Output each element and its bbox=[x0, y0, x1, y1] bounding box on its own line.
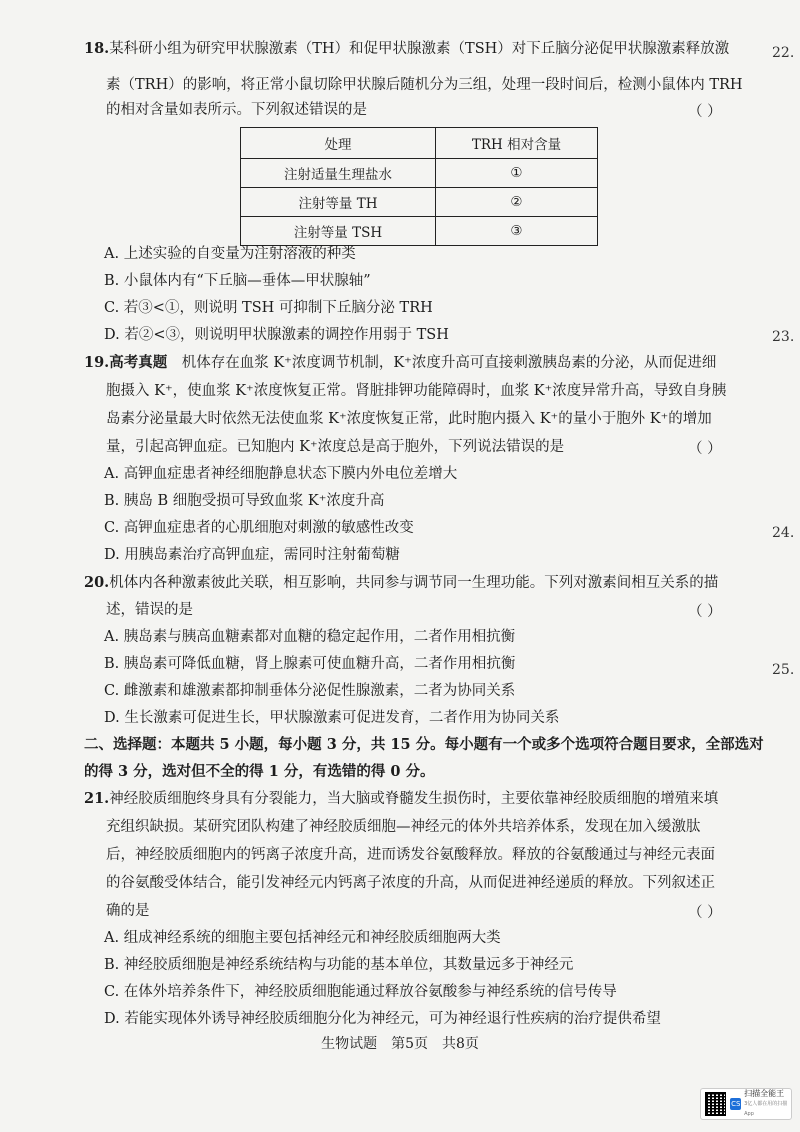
section-2-heading-line-1: 二、选择题：本题共 5 小题，每小题 3 分，共 15 分。每小题有一个或多个选项符合题目要求，全部选对 bbox=[84, 736, 764, 753]
q18-option-d: D. 若②<③，则说明甲状腺激素的调控作用弱于 TSH bbox=[104, 327, 449, 343]
q21-option-d: D. 若能实现体外诱导神经胶质细胞分化为神经元，可为神经退行性疾病的治疗提供希望 bbox=[104, 1011, 661, 1027]
q18-line-2: 素（TRH）的影响，将正常小鼠切除甲状腺后随机分为三组，处理一段时间后，检测小鼠体内 TRH bbox=[106, 77, 743, 93]
q20-number: 20. bbox=[84, 574, 110, 591]
table-header: 处理 bbox=[241, 128, 436, 159]
q20-option-c: C. 雌激素和雄激素都抑制垂体分泌促性腺激素，二者为协同关系 bbox=[104, 683, 516, 699]
q21-line-5: 确的是 bbox=[106, 903, 150, 919]
table-cell: ② bbox=[435, 188, 597, 217]
scanner-badge-subtitle: 3亿人都在用的扫描App bbox=[744, 1101, 788, 1117]
table-header: TRH 相对含量 bbox=[435, 128, 597, 159]
q19-number: 19. bbox=[84, 354, 110, 371]
q18-option-b: B. 小鼠体内有“下丘脑—垂体—甲状腺轴” bbox=[104, 273, 371, 289]
adjacent-page-number: 24. bbox=[772, 525, 795, 541]
q21-number: 21. bbox=[84, 790, 110, 807]
q20-option-b: B. 胰岛素可降低血糖，肾上腺素可使血糖升高，二者作用相抗衡 bbox=[104, 656, 516, 672]
q18-line-3: 的相对含量如表所示。下列叙述错误的是 bbox=[106, 102, 367, 118]
q18-answer-paren: （ ） bbox=[688, 104, 722, 120]
q19-line-2: 胞摄入 K⁺，使血浆 K⁺浓度恢复正常。肾脏排钾功能障碍时，血浆 K⁺浓度异常升高，导致自身胰 bbox=[106, 383, 727, 399]
q19-answer-paren: （ ） bbox=[688, 441, 722, 457]
q20-answer-paren: （ ） bbox=[688, 604, 722, 620]
q21-option-a: A. 组成神经系统的细胞主要包括神经元和神经胶质细胞两大类 bbox=[104, 930, 501, 946]
q20-option-a: A. 胰岛素与胰高血糖素都对血糖的稳定起作用，二者作用相抗衡 bbox=[104, 629, 516, 645]
q18-option-c: C. 若③<①，则说明 TSH 可抑制下丘脑分泌 TRH bbox=[104, 300, 433, 316]
page-footer: 生物试题 第5页 共8页 bbox=[321, 1036, 479, 1052]
table-row bbox=[241, 159, 598, 188]
adjacent-page-number: 23. bbox=[772, 329, 795, 345]
q19-line-4: 量，引起高钾血症。已知胞内 K⁺浓度总是高于胞外，下列说法错误的是 bbox=[106, 439, 565, 455]
q18-table bbox=[240, 127, 598, 246]
q19-option-b: B. 胰岛 B 细胞受损可导致血浆 K⁺浓度升高 bbox=[104, 493, 385, 509]
table-header-row bbox=[241, 128, 598, 159]
q18-option-a: A. 上述实验的自变量为注射溶液的种类 bbox=[104, 246, 356, 262]
q21-option-b: B. 神经胶质细胞是神经系统结构与功能的基本单位，其数量远多于神经元 bbox=[104, 957, 574, 973]
table-cell: ① bbox=[435, 159, 597, 188]
q18-number: 18. bbox=[84, 40, 110, 57]
q20-line-1: 20.机体内各种激素彼此关联，相互影响，共同参与调节同一生理功能。下列对激素间相互关系的描 bbox=[84, 574, 719, 591]
table-row bbox=[241, 217, 598, 246]
table-row bbox=[241, 188, 598, 217]
q21-line-4: 的谷氨酸受体结合，能引发神经元内钙离子浓度的升高，从而促进神经递质的释放。下列叙述正 bbox=[106, 875, 715, 891]
scanner-badge-text bbox=[744, 1089, 791, 1119]
q19-line-1: 19.高考真题 机体存在血浆 K⁺浓度调节机制，K⁺浓度升高可直接刺激胰岛素的分泌，从而促进细 bbox=[84, 354, 717, 371]
cs-logo-icon: CS bbox=[731, 1100, 741, 1108]
q21-option-c: C. 在体外培养条件下，神经胶质细胞能通过释放谷氨酸参与神经系统的信号传导 bbox=[104, 984, 617, 1000]
table-cell: ③ bbox=[435, 217, 597, 246]
section-2-heading-line-2: 的得 3 分，选对但不全的得 1 分，有选错的得 0 分。 bbox=[84, 763, 435, 780]
adjacent-page-number: 22. bbox=[772, 45, 795, 61]
q21-answer-paren: （ ） bbox=[688, 905, 722, 921]
q19-option-c: C. 高钾血症患者的心肌细胞对刺激的敏感性改变 bbox=[104, 520, 414, 536]
scanner-watermark bbox=[700, 1088, 792, 1120]
qr-code-icon bbox=[705, 1092, 726, 1116]
q19-option-a: A. 高钾血症患者神经细胞静息状态下膜内外电位差增大 bbox=[104, 466, 458, 482]
q19-tag: 高考真题 bbox=[109, 354, 168, 371]
table-cell: 注射适量生理盐水 bbox=[241, 159, 436, 188]
q21-line-3: 后，神经胶质细胞内的钙离子浓度升高，进而诱发谷氨酸释放。释放的谷氨酸通过与神经元表面 bbox=[106, 847, 715, 863]
scanner-badge-title: 扫描全能王 bbox=[744, 1089, 785, 1098]
q21-line-1: 21.神经胶质细胞终身具有分裂能力，当大脑或脊髓发生损伤时，主要依靠神经胶质细胞的增殖来填 bbox=[84, 790, 719, 807]
q19-option-d: D. 用胰岛素治疗高钾血症，需同时注射葡萄糖 bbox=[104, 547, 400, 563]
adjacent-page-number: 25. bbox=[772, 662, 795, 678]
table-cell: 注射等量 TH bbox=[241, 188, 436, 217]
table-cell: 注射等量 TSH bbox=[241, 217, 436, 246]
q18-line-1: 18.某科研小组为研究甲状腺激素（TH）和促甲状腺激素（TSH）对下丘脑分泌促甲状腺激素释放激 bbox=[84, 40, 730, 57]
q20-line-2: 述，错误的是 bbox=[106, 602, 193, 618]
q21-line-2: 充组织缺损。某研究团队构建了神经胶质细胞—神经元的体外共培养体系，发现在加入缓激肽 bbox=[106, 819, 701, 835]
q19-line-3: 岛素分泌量最大时依然无法使血浆 K⁺浓度恢复正常，此时胞内摄入 K⁺的量小于胞外 K⁺的增加 bbox=[106, 411, 712, 427]
q20-option-d: D. 生长激素可促进生长，甲状腺激素可促进发育，二者作用为协同关系 bbox=[104, 710, 560, 726]
